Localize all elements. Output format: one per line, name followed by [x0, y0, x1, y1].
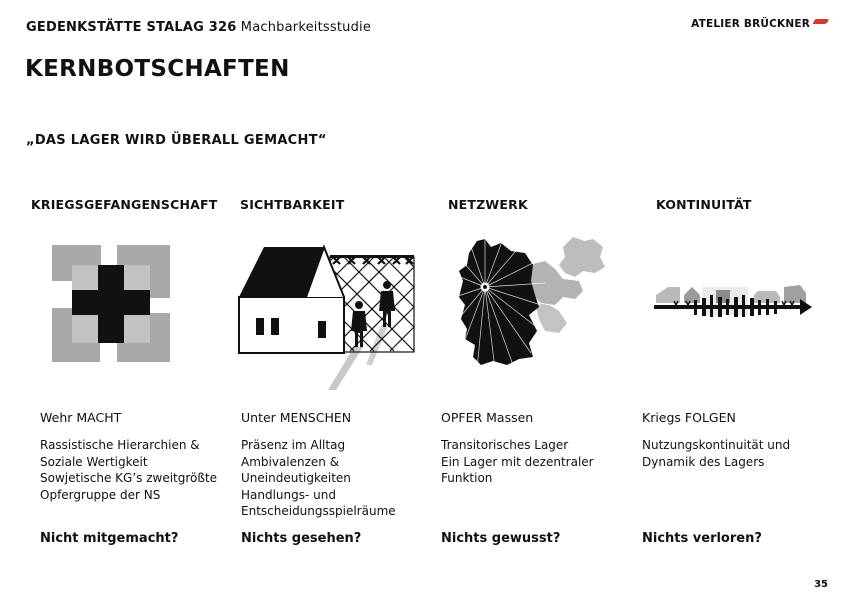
column-4-body-line: Nutzungskontinuität und	[642, 438, 791, 452]
column-1-subheading: Wehr MACHT	[40, 410, 122, 425]
header-title	[26, 20, 371, 35]
column-1-body-line: Soziale Wertigkeit	[40, 454, 148, 469]
column-1-body-line: Opfergruppe der NS	[40, 487, 161, 502]
column-1-body-line: Rassistische Hierarchien &	[40, 438, 200, 452]
column-2-body	[241, 437, 396, 520]
swastika-cross-icon	[50, 235, 172, 365]
column-3-body-line: Transitorisches Lager	[441, 438, 569, 452]
logo	[691, 18, 828, 30]
column-1-body-line: Sowjetische KG’s zweitgrößte	[40, 471, 218, 485]
column-2-question: Nichts gesehen?	[241, 531, 362, 546]
column-4-body-line: Dynamik des Lagers	[642, 454, 765, 469]
header-title-rest: Machbarkeitsstudie	[240, 20, 372, 35]
house-fence-icon	[236, 235, 418, 390]
column-3-body-line: Funktion	[441, 471, 493, 485]
timeline-arrow-icon	[650, 235, 816, 365]
column-3-heading: NETZWERK	[448, 197, 528, 212]
column-2-heading: SICHTBARKEIT	[240, 197, 345, 212]
column-1-question: Nicht mitgemacht?	[40, 531, 179, 546]
column-3-body-line: Ein Lager mit dezentraler	[441, 454, 594, 469]
column-2-body-line: Uneindeutigkeiten	[241, 471, 351, 485]
column-2-subheading: Unter MENSCHEN	[241, 410, 352, 425]
column-4-question: Nichts verloren?	[642, 531, 762, 546]
column-2-body-line: Ambivalenzen &	[241, 454, 340, 469]
column-3-subheading: OPFER Massen	[441, 410, 534, 425]
column-3-body	[441, 437, 594, 487]
page-number: 35	[814, 579, 828, 590]
subtitle: „DAS LAGER WIRD ÜBERALL GEMACHT“	[26, 133, 327, 148]
column-2-body-line: Präsenz im Alltag	[241, 438, 346, 452]
column-3-question: Nichts gewusst?	[441, 531, 561, 546]
column-1-body	[40, 437, 217, 503]
map-network-icon	[455, 235, 611, 370]
header-title-bold: GEDENKSTÄTTE STALAG 326	[26, 20, 237, 35]
column-2-body-line: Entscheidungsspielräume	[241, 504, 396, 518]
page-title: KERNBOTSCHAFTEN	[25, 56, 290, 82]
column-4-heading: KONTINUITÄT	[656, 197, 752, 212]
column-2-body-line: Handlungs- und	[241, 487, 336, 502]
column-4-body	[642, 437, 790, 470]
logo-text: ATELIER BRÜCKNER	[691, 18, 810, 30]
column-1-heading: KRIEGSGEFANGENSCHAFT	[31, 197, 218, 212]
logo-mark-icon	[813, 19, 830, 24]
column-4-subheading: Kriegs FOLGEN	[642, 410, 736, 425]
